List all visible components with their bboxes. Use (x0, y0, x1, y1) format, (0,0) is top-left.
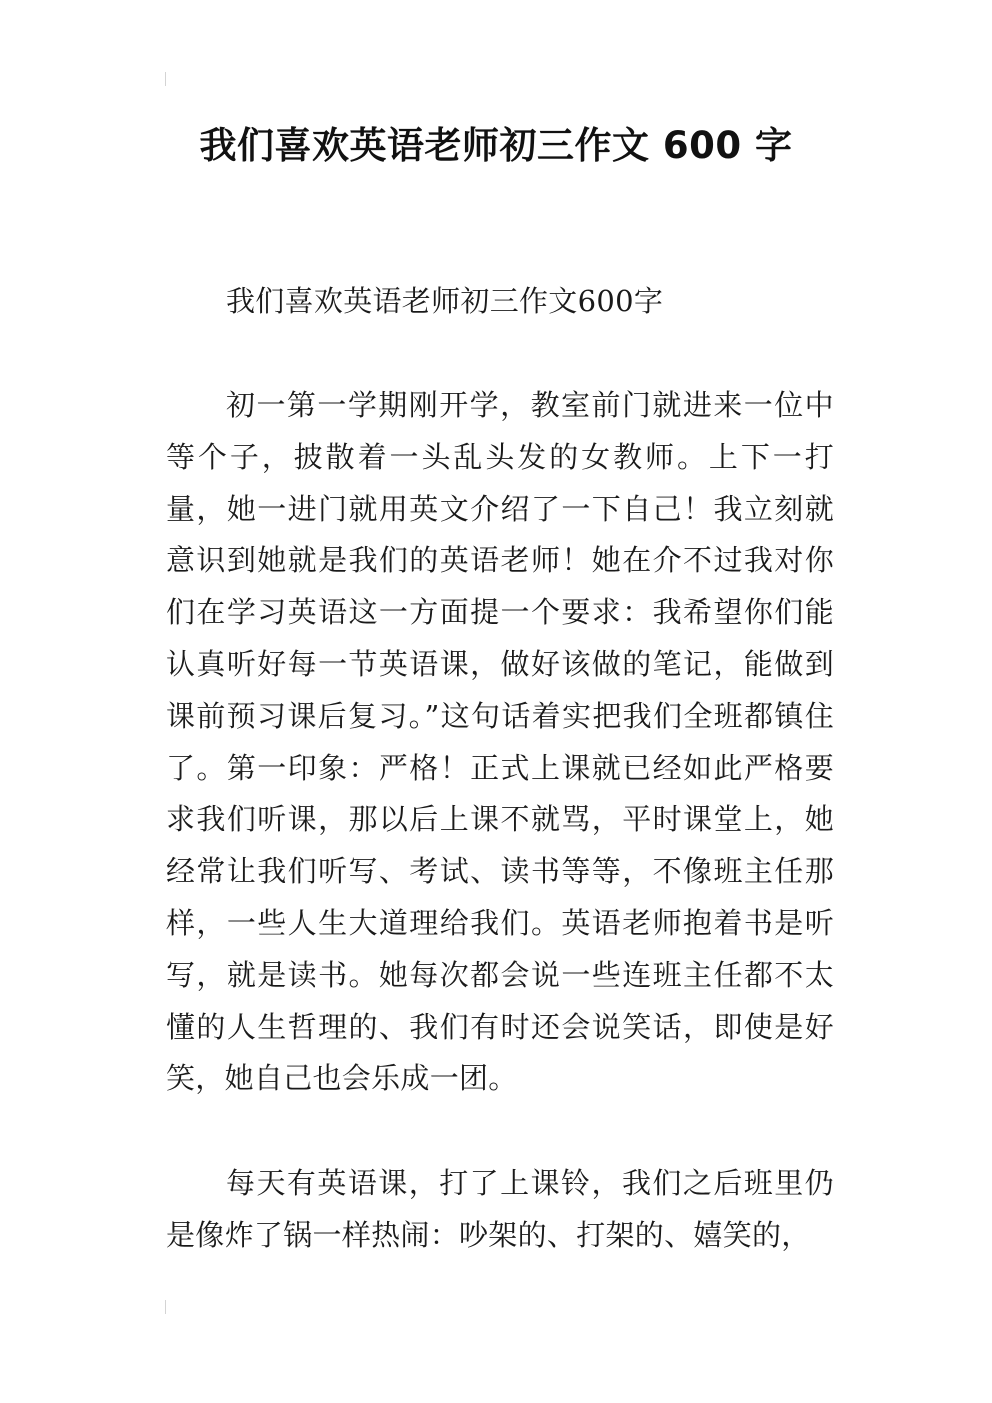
paragraph-1: 初一第一学期刚开学，教室前门就进来一位中等个子，披散着一头乱头发的女教师。上下一打量，她一进门就用英文介绍了一下自己！我立刻就意识到她就是我们的英语老师！她在介不过我对你们在学习英语这一方面提一个要求：我希望你们能认真听好每一节英语课，做好该做的笔记，能做到课前预习课后复习。”这句话着实把我们全班都镇住了。第一印象：严格！正式上课就已经如此严格要求我们听课，那以后上课不就骂，平时课堂上，她经常让我们听写、考试、读书等等，不像班主任那样，一些人生大道理给我们。英语老师抱着书是听写，就是读书。她每次都会说一些连班主任都不太懂的人生哲理的、我们有时还会说笑话，即使是好笑，她自己也会乐成一团。 (166, 388, 834, 1096)
document-title: 我们喜欢英语老师初三作文 600 字 (199, 124, 793, 167)
page-corner-mark-bottom (165, 1300, 166, 1314)
page-corner-mark-top (165, 72, 166, 86)
document-subtitle: 我们喜欢英语老师初三作文600字 (226, 284, 664, 318)
paragraph-2: 每天有英语课，打了上课铃，我们之后班里仍是像炸了锅一样热闹：吵架的、打架的、嬉笑的， (166, 1166, 834, 1252)
